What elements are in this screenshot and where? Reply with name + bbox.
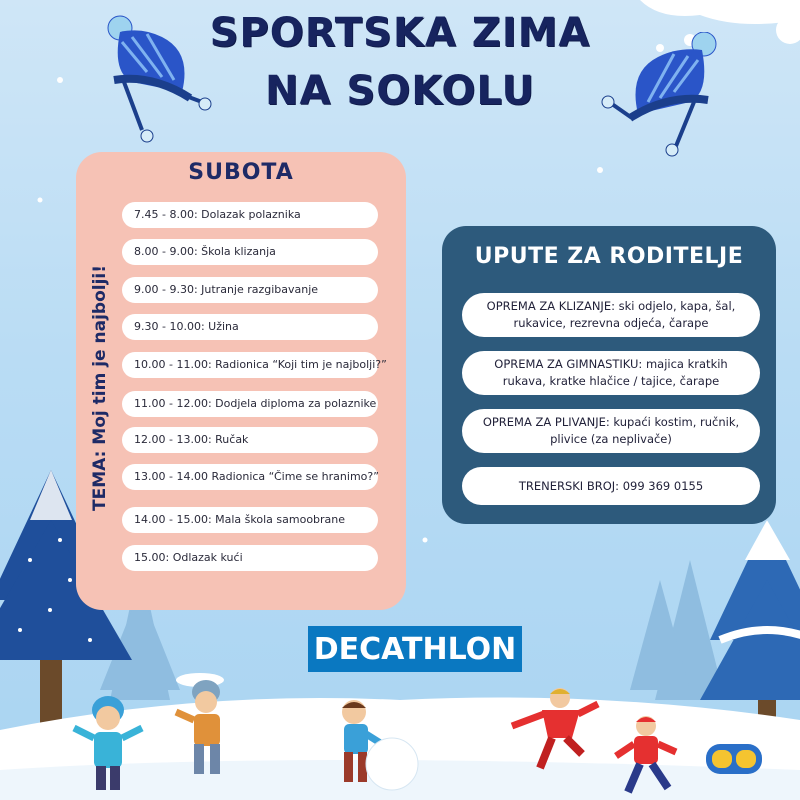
schedule-item: 7.45 - 8.00: Dolazak polaznika xyxy=(122,202,378,228)
page-title-line-1: SPORTSKA ZIMA xyxy=(209,10,591,56)
schedule-item: 9.30 - 10.00: Užina xyxy=(122,314,378,340)
parents-note-coach-phone: TRENERSKI BROJ: 099 369 0155 xyxy=(462,467,760,505)
child-snowball-icon xyxy=(172,678,242,788)
schedule-item: 11.00 - 12.00: Dodjela diploma za polaznike xyxy=(122,391,378,417)
parents-heading: UPUTE ZA RODITELJE xyxy=(474,244,744,269)
schedule-item: 8.00 - 9.00: Škola klizanja xyxy=(122,239,378,265)
schedule-item: 13.00 - 14.00 Radionica “Čime se hranimo?” xyxy=(122,464,378,490)
schedule-item: 9.00 - 9.30: Jutranje razgibavanje xyxy=(122,277,378,303)
child-skating-icon xyxy=(502,684,602,784)
child-running-icon xyxy=(608,712,688,800)
decathlon-logo: DECATHLON xyxy=(308,626,522,672)
page-title-line-2: NA SOKOLU xyxy=(265,68,535,114)
schedule-heading: SUBOTA xyxy=(188,160,294,185)
schedule-item: 10.00 - 11.00: Radionica “Koji tim je najbolji?” xyxy=(122,352,378,378)
ski-goggles-icon xyxy=(702,736,766,786)
child-rolling-snowball-icon xyxy=(320,698,420,798)
schedule-theme: TEMA: Moj tim je najbolji! xyxy=(90,265,110,512)
parents-note-swimming: OPREMA ZA PLIVANJE: kupaći kostim, ručnik, plivice (za neplivače) xyxy=(462,409,760,453)
schedule-item: 15.00: Odlazak kući xyxy=(122,545,378,571)
parents-note-skating: OPREMA ZA KLIZANJE: ski odjelo, kapa, šal, rukavice, rezrevna odjeća, čarape xyxy=(462,293,760,337)
child-waving-icon xyxy=(68,688,148,798)
schedule-item: 12.00 - 13.00: Ručak xyxy=(122,427,378,453)
schedule-item: 14.00 - 15.00: Mala škola samoobrane xyxy=(122,507,378,533)
parents-note-gymnastics: OPREMA ZA GIMNASTIKU: majica kratkih rukava, kratke hlačice / tajice, čarape xyxy=(462,351,760,395)
